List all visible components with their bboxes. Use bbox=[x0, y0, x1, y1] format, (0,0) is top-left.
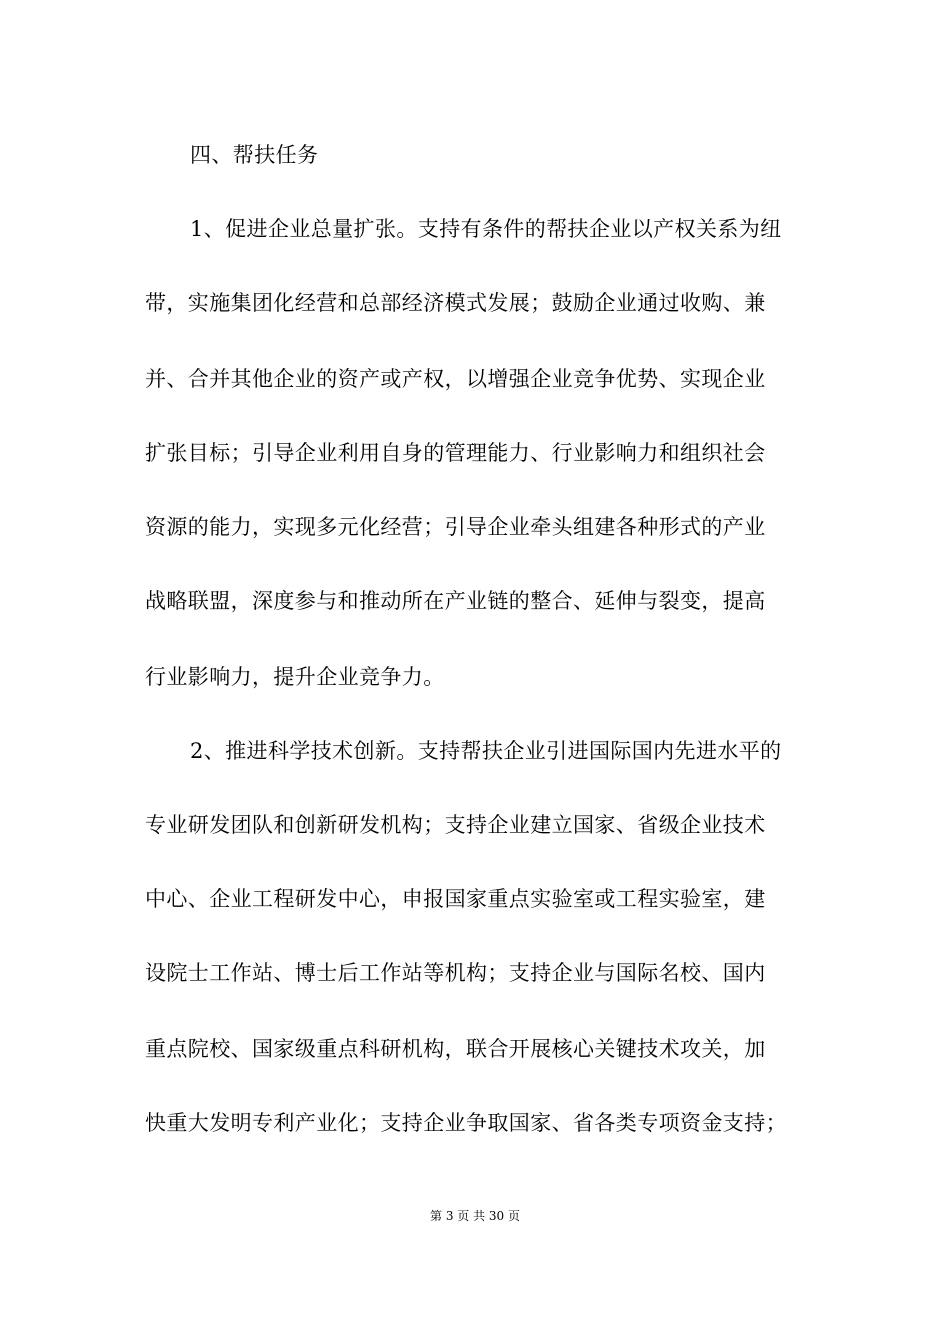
paragraph-2-line-5: 重点院校、国家级重点科研机构，联合开展核心关键技术攻关，加 bbox=[145, 1037, 766, 1061]
paragraph-1-line-3: 并、合并其他企业的资产或产权，以增强企业竞争优势、实现企业 bbox=[145, 367, 766, 391]
paragraph-1-line-2: 带，实施集团化经营和总部经济模式发展；鼓励企业通过收购、兼 bbox=[145, 291, 766, 315]
paragraph-2-line-1: 2、推进科学技术创新。支持帮扶企业引进国际国内先进水平的 bbox=[190, 739, 782, 763]
paragraph-1-line-1: 1、促进企业总量扩张。支持有条件的帮扶企业以产权关系为纽 bbox=[190, 217, 782, 241]
paragraph-2-line-4: 设院士工作站、博士后工作站等机构；支持企业与国际名校、国内 bbox=[145, 961, 766, 985]
paragraph-1-line-6: 战略联盟，深度参与和推动所在产业链的整合、延伸与裂变，提高 bbox=[145, 589, 766, 613]
section-heading: 四、帮扶任务 bbox=[190, 143, 319, 167]
paragraph-1-line-7: 行业影响力，提升企业竞争力。 bbox=[145, 665, 445, 689]
page-number-footer: 第 3 页 共 30 页 bbox=[430, 1209, 520, 1223]
paragraph-1-line-5: 资源的能力，实现多元化经营；引导企业牵头组建各种形式的产业 bbox=[145, 515, 766, 539]
paragraph-2-line-2: 专业研发团队和创新研发机构；支持企业建立国家、省级企业技术 bbox=[145, 813, 766, 837]
paragraph-1-line-4: 扩张目标；引导企业利用自身的管理能力、行业影响力和组织社会 bbox=[145, 441, 766, 465]
paragraph-2-line-3: 中心、企业工程研发中心，申报国家重点实验室或工程实验室，建 bbox=[145, 887, 766, 911]
paragraph-2-line-6: 快重大发明专利产业化；支持企业争取国家、省各类专项资金支持； bbox=[145, 1111, 787, 1135]
